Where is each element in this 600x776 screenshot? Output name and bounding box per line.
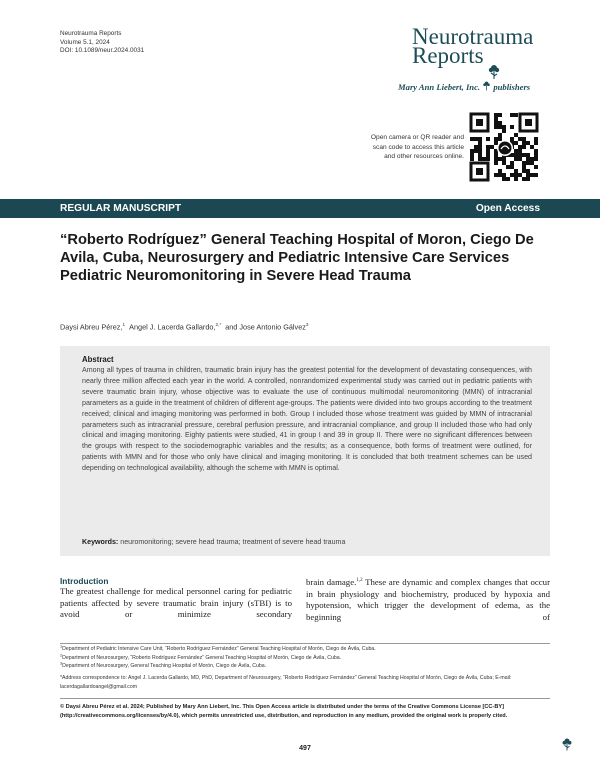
author-affiliation: 2,* — [215, 322, 222, 327]
affiliation-3: $^3$Department of Neurosurgery, General Teaching Hospital of Morón, Ciego de Ávila, Cuba. — [60, 661, 267, 670]
affiliation-2: $^2$Department of Neurosurgery, “Roberto Rodríguez Fernández” General Teaching Hospital of Morón, Ciego de Ávila, Cuba. — [60, 652, 342, 661]
abstract-heading: Abstract — [82, 355, 114, 364]
intro-text-2a: brain damage. — [306, 577, 357, 587]
section-banner — [0, 199, 600, 218]
qr-module — [494, 161, 498, 165]
qr-module — [482, 157, 486, 161]
qr-module — [530, 145, 534, 149]
qr-module — [478, 157, 482, 161]
qr-module — [526, 141, 530, 145]
journal-name: Neurotrauma Reports — [60, 30, 122, 37]
qr-module — [526, 169, 530, 173]
license-text: © Daysi Abreu Pérez et al. 2024; Published by Mary Ann Liebert, Inc. This Open Access article is distributed under the terms of the Creative Commons License [CC-BY] (http://creativecommons.org/licenses/by/4.0), which permits unrestricted use, distribution, and reproduction in any medium, provided the original work is properly cited. — [60, 704, 508, 719]
qr-line: scan code to access this article — [372, 143, 464, 151]
qr-module — [522, 161, 526, 165]
page-number: 497 — [299, 745, 311, 752]
qr-module — [502, 129, 506, 133]
qr-module — [498, 157, 502, 161]
qr-module — [534, 157, 538, 161]
intro-column-2 — [306, 577, 550, 623]
qr-module — [522, 165, 526, 169]
qr-module — [534, 173, 538, 177]
qr-module — [518, 157, 522, 161]
qr-module — [514, 133, 518, 137]
qr-module — [502, 125, 506, 129]
intro-heading: Introduction — [60, 576, 109, 586]
qr-line: and other resources online. — [384, 153, 464, 161]
intro-column-1 — [60, 576, 292, 621]
journal-doi: DOI: 10.1089/neur.2024.0031 — [60, 47, 145, 55]
qr-module — [490, 145, 494, 149]
qr-module — [506, 177, 510, 181]
qr-module — [494, 141, 498, 145]
qr-module — [518, 149, 522, 153]
qr-module — [470, 153, 474, 157]
qr-module — [530, 157, 534, 161]
publisher-suffix: publishers — [493, 82, 531, 92]
qr-instructions — [336, 133, 464, 162]
qr-module — [494, 153, 498, 157]
qr-module — [486, 137, 490, 141]
qr-module — [494, 157, 498, 161]
qr-module — [502, 157, 506, 161]
affiliations — [60, 645, 550, 671]
qr-module — [502, 161, 506, 165]
qr-module — [474, 137, 478, 141]
qr-module — [514, 149, 518, 153]
qr-module — [510, 165, 514, 169]
logo-line-2: Reports — [412, 43, 484, 68]
qr-module — [534, 137, 538, 141]
qr-module — [494, 137, 498, 141]
qr-module — [486, 157, 490, 161]
qr-module — [474, 149, 478, 153]
qr-module — [498, 133, 502, 137]
author-list — [60, 322, 308, 331]
author-affiliation: 3 — [305, 322, 309, 327]
journal-logo — [412, 24, 550, 68]
qr-module — [530, 173, 534, 177]
qr-module — [518, 153, 522, 157]
article-title: “Roberto Rodríguez” General Teaching Hospital of Moron, Ciego De Avila, Cuba, Neurosurgery and Pediatric Intensive Care Services Pediatric Neuromonitoring in Severe Head Trauma — [60, 232, 534, 284]
author-affiliation: 1 — [122, 322, 126, 327]
flower-icon — [487, 64, 501, 80]
author-name: Angel J. Lacerda Gallardo, — [129, 322, 216, 332]
qr-module — [526, 177, 530, 181]
qr-module — [518, 145, 522, 149]
qr-module — [486, 149, 490, 153]
qr-module — [526, 173, 530, 177]
qr-module — [478, 141, 482, 145]
qr-module — [494, 125, 498, 129]
author-name: Daysi Abreu Pérez, — [60, 322, 123, 332]
qr-code[interactable] — [469, 112, 539, 182]
license-divider — [60, 698, 550, 699]
qr-module — [522, 145, 526, 149]
qr-module — [514, 173, 518, 177]
publisher-logo — [398, 81, 530, 92]
qr-module — [506, 165, 510, 169]
qr-module — [518, 173, 522, 177]
qr-module — [534, 149, 538, 153]
qr-module — [526, 153, 530, 157]
qr-module — [498, 113, 502, 117]
qr-module — [470, 157, 474, 161]
qr-module — [510, 125, 514, 129]
qr-module — [494, 121, 498, 125]
qr-module — [478, 145, 482, 149]
keywords-label: Keywords: — [82, 538, 119, 546]
qr-module — [514, 157, 518, 161]
journal-volume: Volume 5.1, 2024 — [60, 38, 110, 46]
qr-module — [494, 117, 498, 121]
qr-module — [514, 141, 518, 145]
qr-module — [470, 137, 474, 141]
qr-module — [486, 153, 490, 157]
keywords — [82, 538, 345, 546]
qr-module — [522, 137, 526, 141]
qr-module — [510, 113, 514, 117]
intro-text-2b: These are dynamic and complex changes that occur in brain physiology and biochemistry, produced by hypoxia and hypotension, which trigger the development of edema, as the beginning of — [306, 577, 550, 622]
qr-module — [510, 137, 514, 141]
qr-module — [526, 161, 530, 165]
qr-module — [478, 137, 482, 141]
qr-module — [494, 113, 498, 117]
correspondence: *Address correspondence to: Angel J. Lacerda Gallardo, MD, PhD, Department of Neurosurgery, “Roberto Rodríguez Fernández” General Teaching Hospital of Morón, Ciego de Ávila, Cuba; E-mail: lacerdagallardoangel@gmail.com — [60, 675, 512, 690]
qr-module — [478, 153, 482, 157]
qr-module — [494, 173, 498, 177]
qr-module — [534, 165, 538, 169]
qr-module — [514, 113, 518, 117]
qr-module — [486, 145, 490, 149]
citation-ref[interactable]: 1,2 — [356, 578, 363, 584]
article-type: REGULAR MANUSCRIPT — [60, 203, 182, 214]
qr-module — [522, 169, 526, 173]
qr-module — [522, 141, 526, 145]
journal-info — [60, 30, 144, 56]
qr-module — [510, 173, 514, 177]
qr-module — [470, 149, 474, 153]
qr-module — [534, 153, 538, 157]
qr-module — [510, 161, 514, 165]
qr-module — [498, 121, 502, 125]
qr-module — [474, 145, 478, 149]
qr-module — [514, 169, 518, 173]
qr-module — [534, 141, 538, 145]
qr-module — [502, 177, 506, 181]
qr-line: Open camera or QR reader and — [370, 134, 464, 141]
publisher-name: Mary Ann Liebert, Inc. — [398, 82, 481, 92]
author-name: and Jose Antonio Gálvez — [225, 322, 306, 332]
abstract-text: Among all types of trauma in children, traumatic brain injury has the greatest potential for the development of devastating consequences, with nearly three million affected each year in the world. A controlled, nonrandomized experimental study was carried out in pediatric patients with severe traumatic brain injury, whose objective was to evaluate the use of continuous multimodal neuromonitoring (MMN) of intracranial parameters as a guide in the treatment of children of different age-groups. The patients were divided into two groups according to the treatment received; clinical and imaging monitoring was performed in both. Group I included those whose treatment was guided by MMN of intracranial parameters such as intracranial pressure, cerebral perfusion pressure, and intracranial compliance, and group II included those who had only clinical and imaging monitoring. Eighty patients were studied, 41 in group I and 39 in group II. There were no significant differences between the groups with respect to the sociodemographic variables and the results; as a consequence, both forms of treatment were outlined, for patients with MMN and for those who only have clinical and imaging monitoring. It is concluded that both treatment schemes can be used depending on technological availability, although the scheme with MMN is optimal. — [82, 366, 532, 473]
qr-module — [526, 157, 530, 161]
footnote-divider — [60, 643, 550, 644]
flower-small-icon — [482, 81, 491, 91]
qr-module — [502, 173, 506, 177]
qr-module — [514, 153, 518, 157]
qr-module — [514, 177, 518, 181]
open-access-label: Open Access — [475, 203, 540, 214]
qr-module — [498, 169, 502, 173]
qr-module — [498, 173, 502, 177]
keywords-text: neuromonitoring; severe head trauma; treatment of severe head trauma — [120, 538, 346, 546]
intro-text-1: The greatest challenge for medical personnel caring for pediatric patients affected by severe traumatic brain injury (sTBI) is to avoid or minimize secondary — [60, 586, 292, 620]
qr-module — [522, 153, 526, 157]
flower-footer-icon — [561, 737, 573, 752]
qr-module — [518, 137, 522, 141]
qr-module — [498, 137, 502, 141]
qr-module — [530, 161, 534, 165]
logo-line-1: Neurotrauma — [412, 24, 534, 49]
qr-module — [478, 149, 482, 153]
qr-module — [498, 125, 502, 129]
qr-module — [522, 177, 526, 181]
affiliation-1: $^1$Department of Pediatric Intensive Care Unit, “Roberto Rodríguez Fernández” General Teaching Hospital of Morón, Ciego de Ávila, Cuba. — [60, 644, 376, 652]
